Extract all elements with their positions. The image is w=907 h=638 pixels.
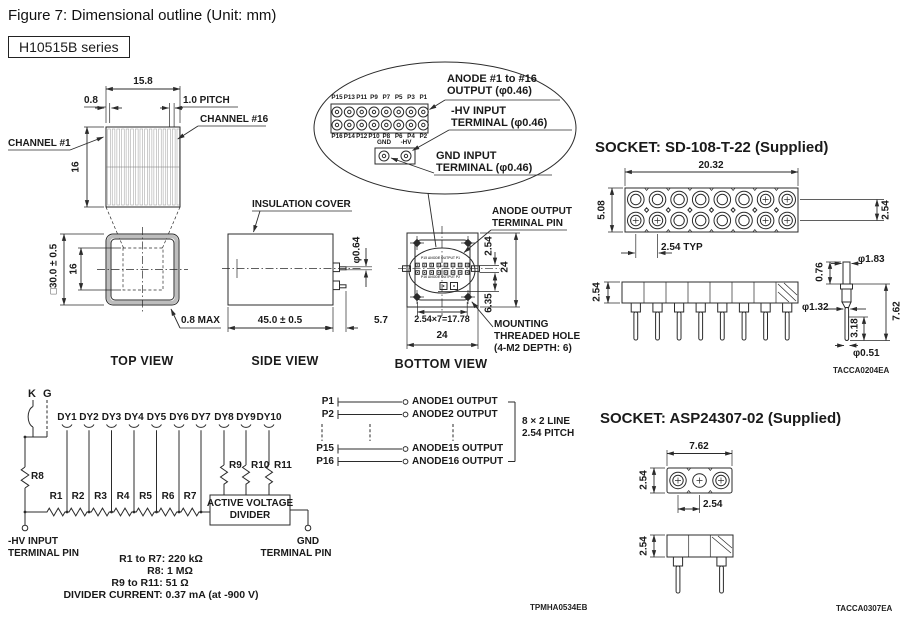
dim-pitch-total: 2.54×7=17.78 (414, 314, 470, 324)
anode-row-label: ANODE2 OUTPUT (412, 408, 498, 420)
dim-pin-dia-mid: φ1.32 (802, 302, 829, 313)
pin-label: P10 (368, 133, 380, 140)
dim-window-inner: 16 (68, 263, 80, 275)
dynode-label: DY2 (79, 412, 99, 423)
dim-pin-dia-top: φ1.83 (858, 254, 885, 265)
series-label: H10515B series (8, 36, 130, 58)
circuit-note: R9 to R11: 51 Ω (111, 577, 189, 589)
gnd-terminal-label: GND (296, 536, 320, 547)
dynode-label: DY3 (101, 412, 122, 423)
mounting-holes (410, 236, 475, 304)
anode-row-pin: P1 (321, 396, 334, 407)
socket-asp-title: SOCKET: ASP24307-02 (Supplied) (600, 410, 842, 427)
dim-channel-wall: 0.8 (84, 95, 98, 106)
dim-socket-row: 2.54 (880, 200, 892, 220)
dim-channel-pitch: 1.0 PITCH (183, 95, 230, 106)
dim-body-width: 24 (436, 330, 448, 341)
dim-body-outer: □30.0 ± 0.5 (48, 243, 60, 295)
top-view-drawing (60, 227, 221, 328)
pin-label: P11 (356, 93, 368, 101)
pin-label: P9 (370, 93, 378, 101)
mounting-hole-callout: MOUNTING (494, 319, 549, 330)
pin-label: P6 (394, 133, 403, 140)
pin-label: P2 (419, 133, 428, 140)
dynode-label: DY9 (236, 412, 256, 423)
etched-pin-text: P15 ANODE OUTPUT P1 (421, 256, 461, 260)
avd-box-label: ACTIVE VOLTAGE (206, 498, 294, 509)
anode-output-callout: ANODE #1 to #16 (447, 73, 537, 85)
dim-pin-diameter: φ0.64 (351, 236, 363, 264)
dim-pin-top-length: 0.76 (814, 262, 826, 282)
grid-label: G (43, 388, 52, 400)
side-view-label: SIDE VIEW (251, 354, 319, 368)
dim-body-height: 24 (499, 261, 511, 273)
anode-row-pin: P2 (321, 408, 334, 420)
resistor-label: R9 (229, 460, 242, 471)
resistor-label: R7 (183, 491, 197, 502)
resistor-label: R5 (139, 491, 152, 502)
circuit-note: R1 to R7: 220 kΩ (119, 553, 203, 565)
anode-row-label: ANODE15 OUTPUT (412, 443, 504, 454)
dynode-label: DY8 (214, 412, 234, 423)
pin-label: P12 (356, 133, 368, 140)
label-channel-16: CHANNEL #16 (200, 114, 269, 125)
dim-pin-dia-tip: φ0.51 (853, 348, 880, 359)
dim-asp-side-height: 2.54 (638, 536, 650, 556)
resistor-label-r8: R8 (31, 471, 44, 482)
side-view-drawing (222, 211, 372, 332)
anode-terminal-callout: TERMINAL PIN (492, 218, 563, 229)
dim-asp-height: 2.54 (638, 470, 650, 490)
anode-row-pin: P15 (316, 443, 334, 454)
dim-pin-tail: 3.18 (849, 318, 861, 338)
anode-row-label: ANODE16 OUTPUT (412, 455, 504, 467)
gnd-pin-label: GND (377, 139, 391, 146)
anode-pin-grid (332, 107, 428, 130)
drawing-code-asp: TACCA0307EA (836, 604, 893, 613)
dim-socket-typ: 2.54 TYP (661, 242, 703, 253)
dynode-label: DY10 (256, 412, 282, 423)
cathode-label: K (28, 388, 36, 400)
socket-asp-drawing (650, 450, 733, 593)
avd-box-label: DIVIDER (229, 510, 271, 521)
anode-row-label: ANODE1 OUTPUT (412, 396, 498, 407)
pin-label: P1 (419, 93, 428, 101)
hv-input-callout: TERMINAL (φ0.46) (451, 117, 548, 129)
dim-asp-width: 7.62 (689, 441, 709, 452)
resistor-label: R3 (94, 491, 107, 502)
top-view-label: TOP VIEW (110, 354, 174, 368)
hv-input-callout: -HV INPUT (451, 105, 506, 117)
dynode-label: DY1 (57, 412, 77, 423)
resistor-label: R11 (274, 460, 292, 471)
circuit-note: R8: 1 MΩ (147, 565, 193, 577)
gnd-input-callout: TERMINAL (φ0.46) (436, 162, 533, 174)
mounting-hole-callout: THREADED HOLE (494, 331, 581, 342)
dim-row-pitch: 2.54 (483, 236, 495, 256)
dynode-label: DY5 (146, 412, 167, 423)
anode-bracket-note: 2.54 PITCH (522, 428, 575, 439)
socket-sd-title: SOCKET: SD-108-T-22 (Supplied) (595, 139, 829, 156)
socket-sd-contacts (628, 191, 796, 229)
pin-label: P4 (407, 133, 415, 140)
pin-label: P7 (382, 93, 391, 101)
resistor-label: R1 (49, 491, 63, 502)
pin-label: P5 (394, 93, 403, 101)
label-channel-1: CHANNEL #1 (8, 138, 71, 149)
dynode-label: DY7 (191, 412, 211, 423)
dim-channel-width: 15.8 (133, 76, 153, 87)
resistor-label: R2 (71, 491, 85, 502)
drawing-code-sd: TACCA0204EA (833, 366, 890, 375)
anode-terminal-callout: ANODE OUTPUT (492, 206, 572, 217)
dim-asp-pitch: 2.54 (703, 499, 723, 510)
gnd-terminal-label: TERMINAL PIN (260, 548, 332, 559)
dynode-label: DY6 (169, 412, 189, 423)
socket-sd-drawing (604, 168, 890, 346)
mounting-hole-callout: (4-M2 DEPTH: 6) (494, 343, 572, 354)
figure-title: Figure 7: Dimensional outline (Unit: mm) (8, 7, 277, 24)
insulation-cover-label: INSULATION COVER (252, 199, 351, 210)
resistor-label: R6 (161, 491, 175, 502)
bottom-view-label: BOTTOM VIEW (394, 357, 488, 371)
dynode-label: DY4 (124, 412, 144, 423)
dim-edge-max: 0.8 MAX (181, 315, 220, 326)
anode-bracket-note: 8 × 2 LINE (522, 416, 571, 427)
circuit-note: DIVIDER CURRENT: 0.37 mA (at -900 V) (63, 589, 259, 601)
dim-socket-width: 20.32 (698, 160, 724, 171)
pin-label: P15 (331, 93, 343, 101)
anode-row-pin: P16 (316, 455, 334, 467)
resistor-label: R10 (251, 460, 270, 471)
dim-socket-height: 5.08 (596, 200, 608, 220)
socket-sd-pins (631, 303, 792, 340)
anode-output-callout: OUTPUT (φ0.46) (447, 85, 532, 97)
gnd-input-callout: GND INPUT (436, 150, 497, 162)
etched-pin-text: P16 ANODE OUTPUT P2 (421, 275, 461, 279)
drawing-code-main: TPMHA0534EB (530, 603, 588, 612)
hv-terminal-label: TERMINAL PIN (8, 548, 79, 559)
dim-pin-length: 5.7 (374, 315, 388, 326)
pin-label: P16 (331, 133, 343, 140)
resistor-label: R4 (116, 491, 130, 502)
dim-socket-side-height: 2.54 (591, 282, 603, 302)
dim-body-length: 45.0 ± 0.5 (257, 315, 303, 326)
hv-pin-label: -HV (400, 139, 412, 146)
pin-label: P8 (382, 133, 391, 140)
pin-label: P13 (343, 93, 355, 101)
pin-label: P14 (343, 133, 355, 140)
dim-pin-total-length: 7.62 (891, 301, 903, 321)
pin-label: P3 (407, 93, 415, 101)
hv-terminal-label: -HV INPUT (8, 536, 58, 547)
dim-channel-height: 16 (70, 161, 82, 173)
dim-lower-offset: 6.35 (483, 293, 495, 313)
channel-detail-drawing (8, 86, 269, 249)
